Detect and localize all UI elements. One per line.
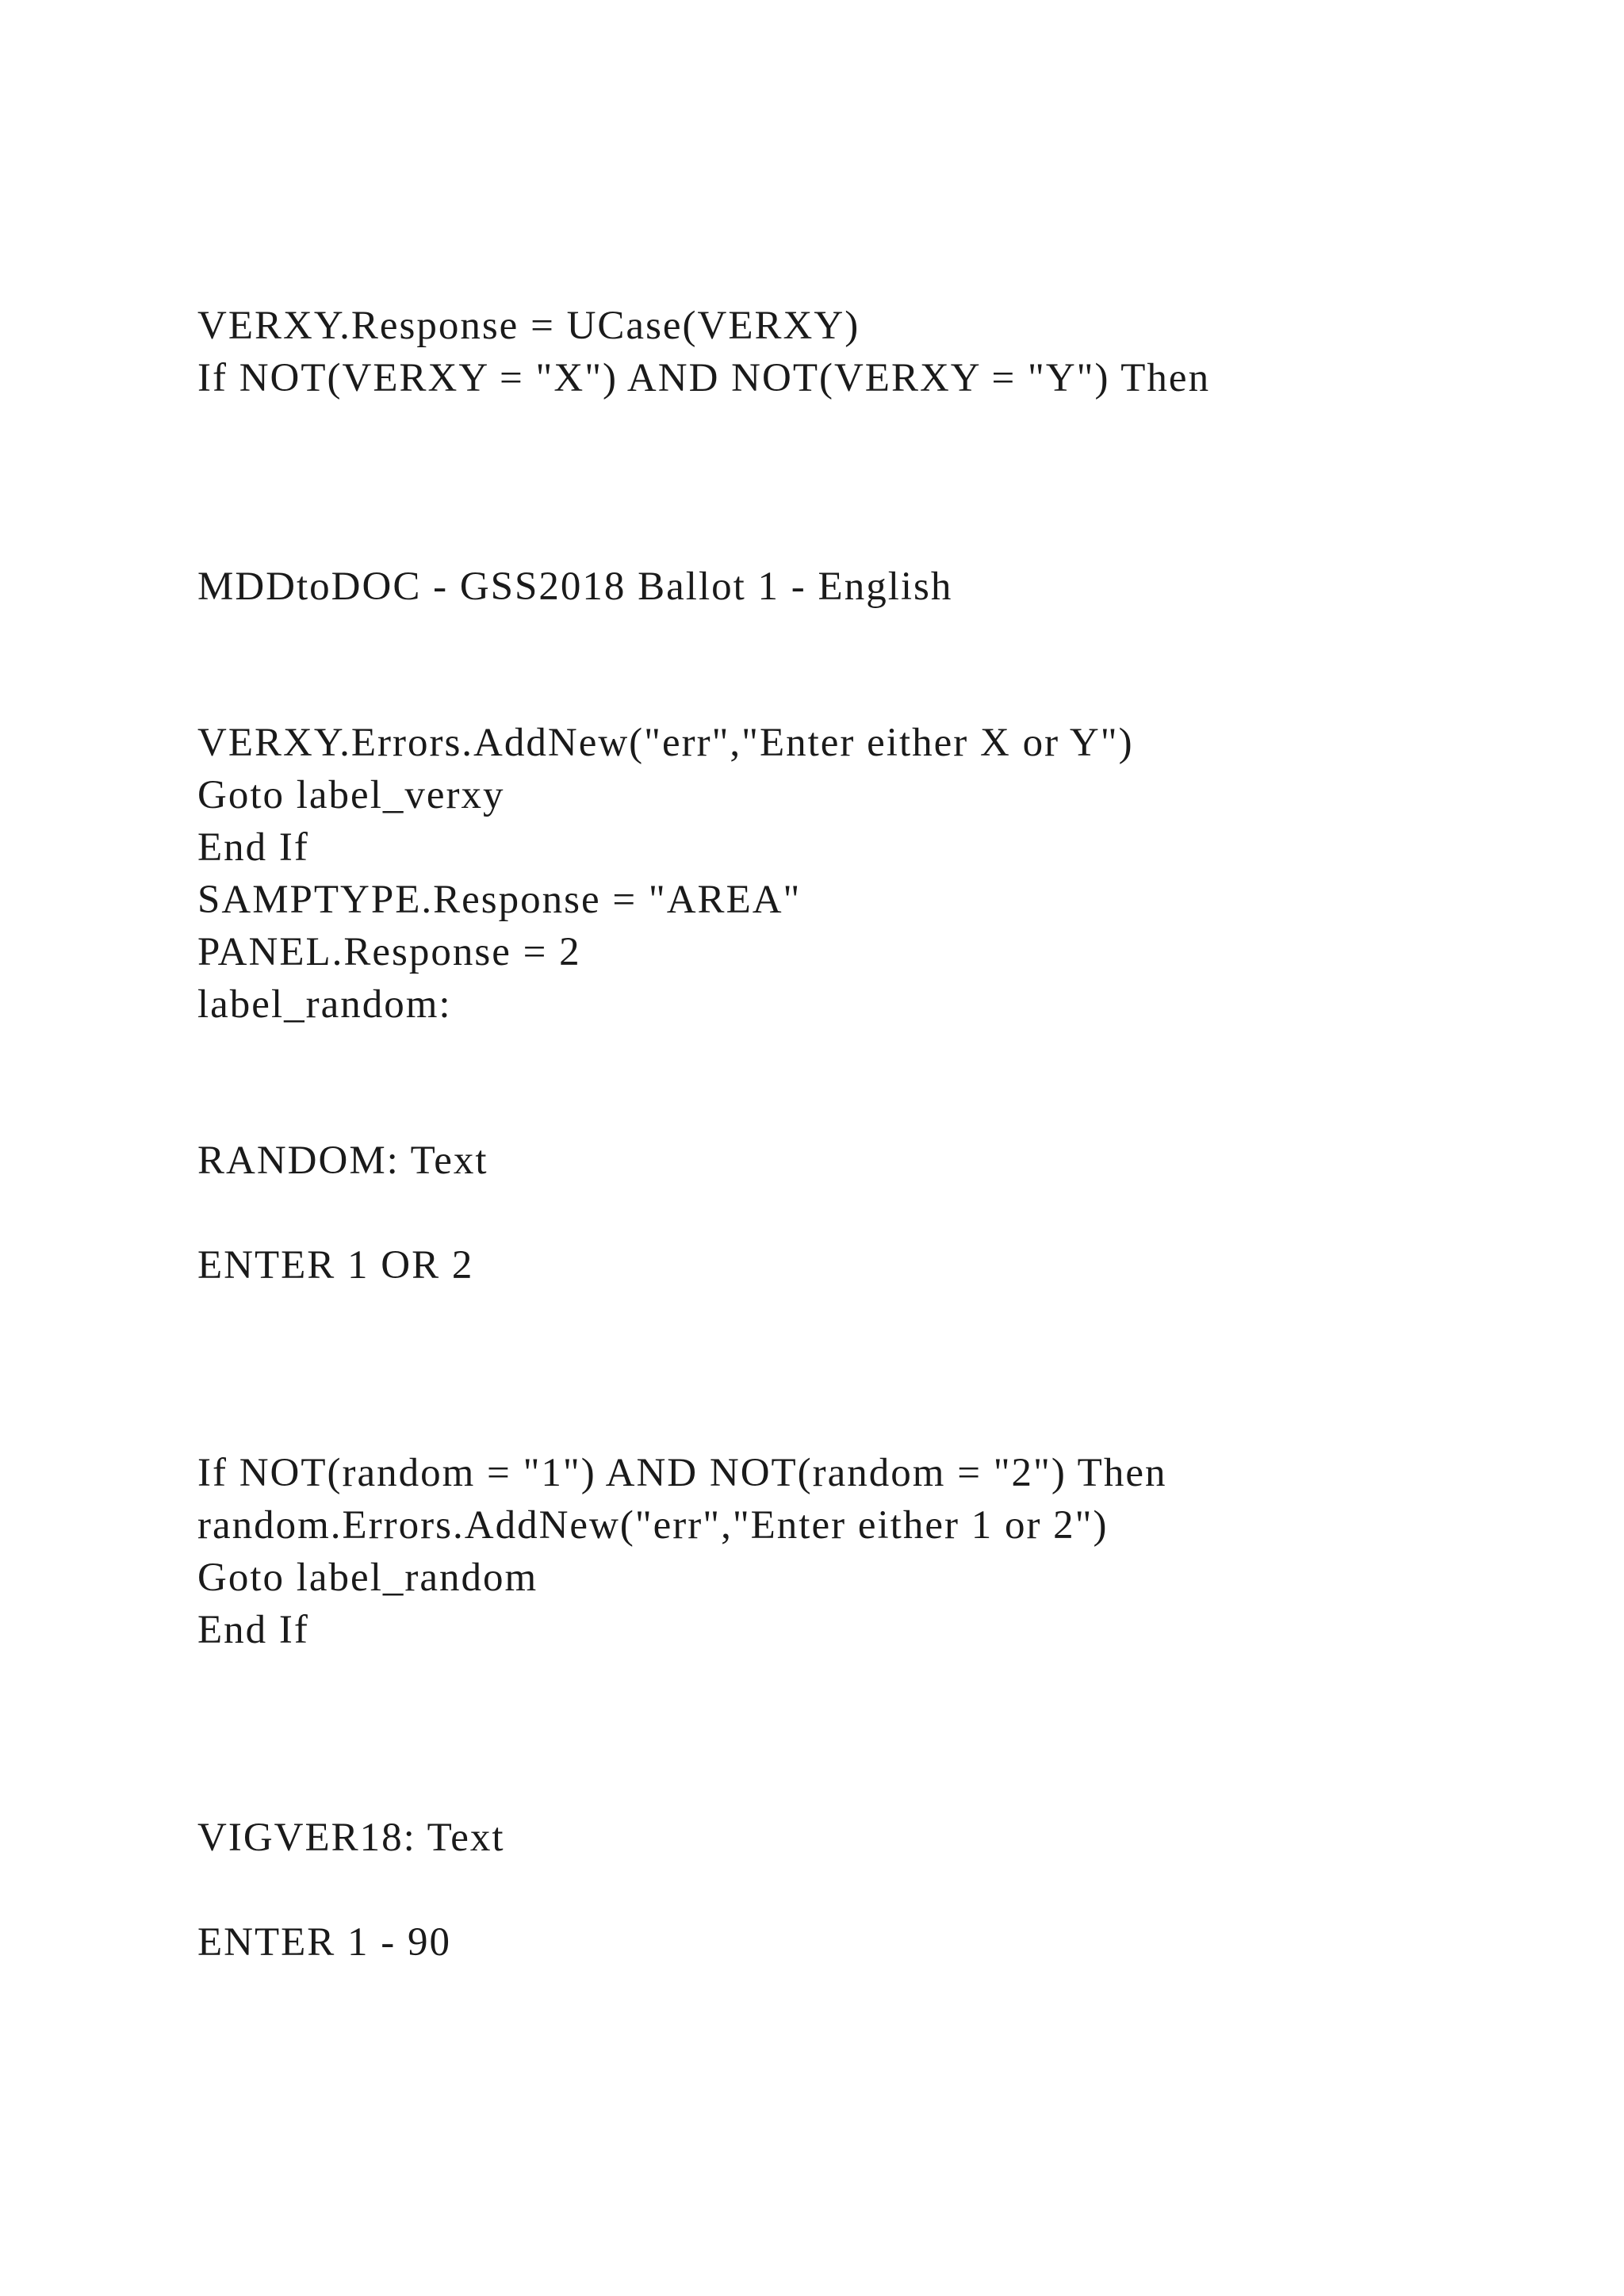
code-line-random-if: If NOT(random = "1") AND NOT(random = "2") Then — [197, 1451, 1167, 1495]
code-line-verxy-response: VERXY.Response = UCase(VERXY) — [197, 304, 860, 348]
code-line-random-error: random.Errors.AddNew("err","Enter either 1 or 2") — [197, 1503, 1109, 1548]
question-vigver18-title: VIGVER18: Text — [197, 1816, 505, 1860]
code-line-end-if-2: End If — [197, 1608, 309, 1652]
code-line-samptype: SAMPTYPE.Response = "AREA" — [197, 878, 802, 922]
code-line-end-if: End If — [197, 825, 309, 870]
question-random-title: RANDOM: Text — [197, 1138, 488, 1183]
code-line-verxy-if: If NOT(VERXY = "X") AND NOT(VERXY = "Y") Then — [197, 356, 1211, 400]
question-random-instruction: ENTER 1 OR 2 — [197, 1243, 474, 1288]
question-vigver18-instruction: ENTER 1 - 90 — [197, 1920, 452, 1965]
code-line-goto-random: Goto label_random — [197, 1556, 538, 1600]
document-header: MDDtoDOC - GSS2018 Ballot 1 - English — [197, 564, 953, 609]
code-line-verxy-error: VERXY.Errors.AddNew("err","Enter either X or Y") — [197, 721, 1134, 765]
code-line-goto-verxy: Goto label_verxy — [197, 773, 505, 817]
code-line-panel: PANEL.Response = 2 — [197, 930, 581, 974]
code-line-label-random: label_random: — [197, 982, 452, 1027]
